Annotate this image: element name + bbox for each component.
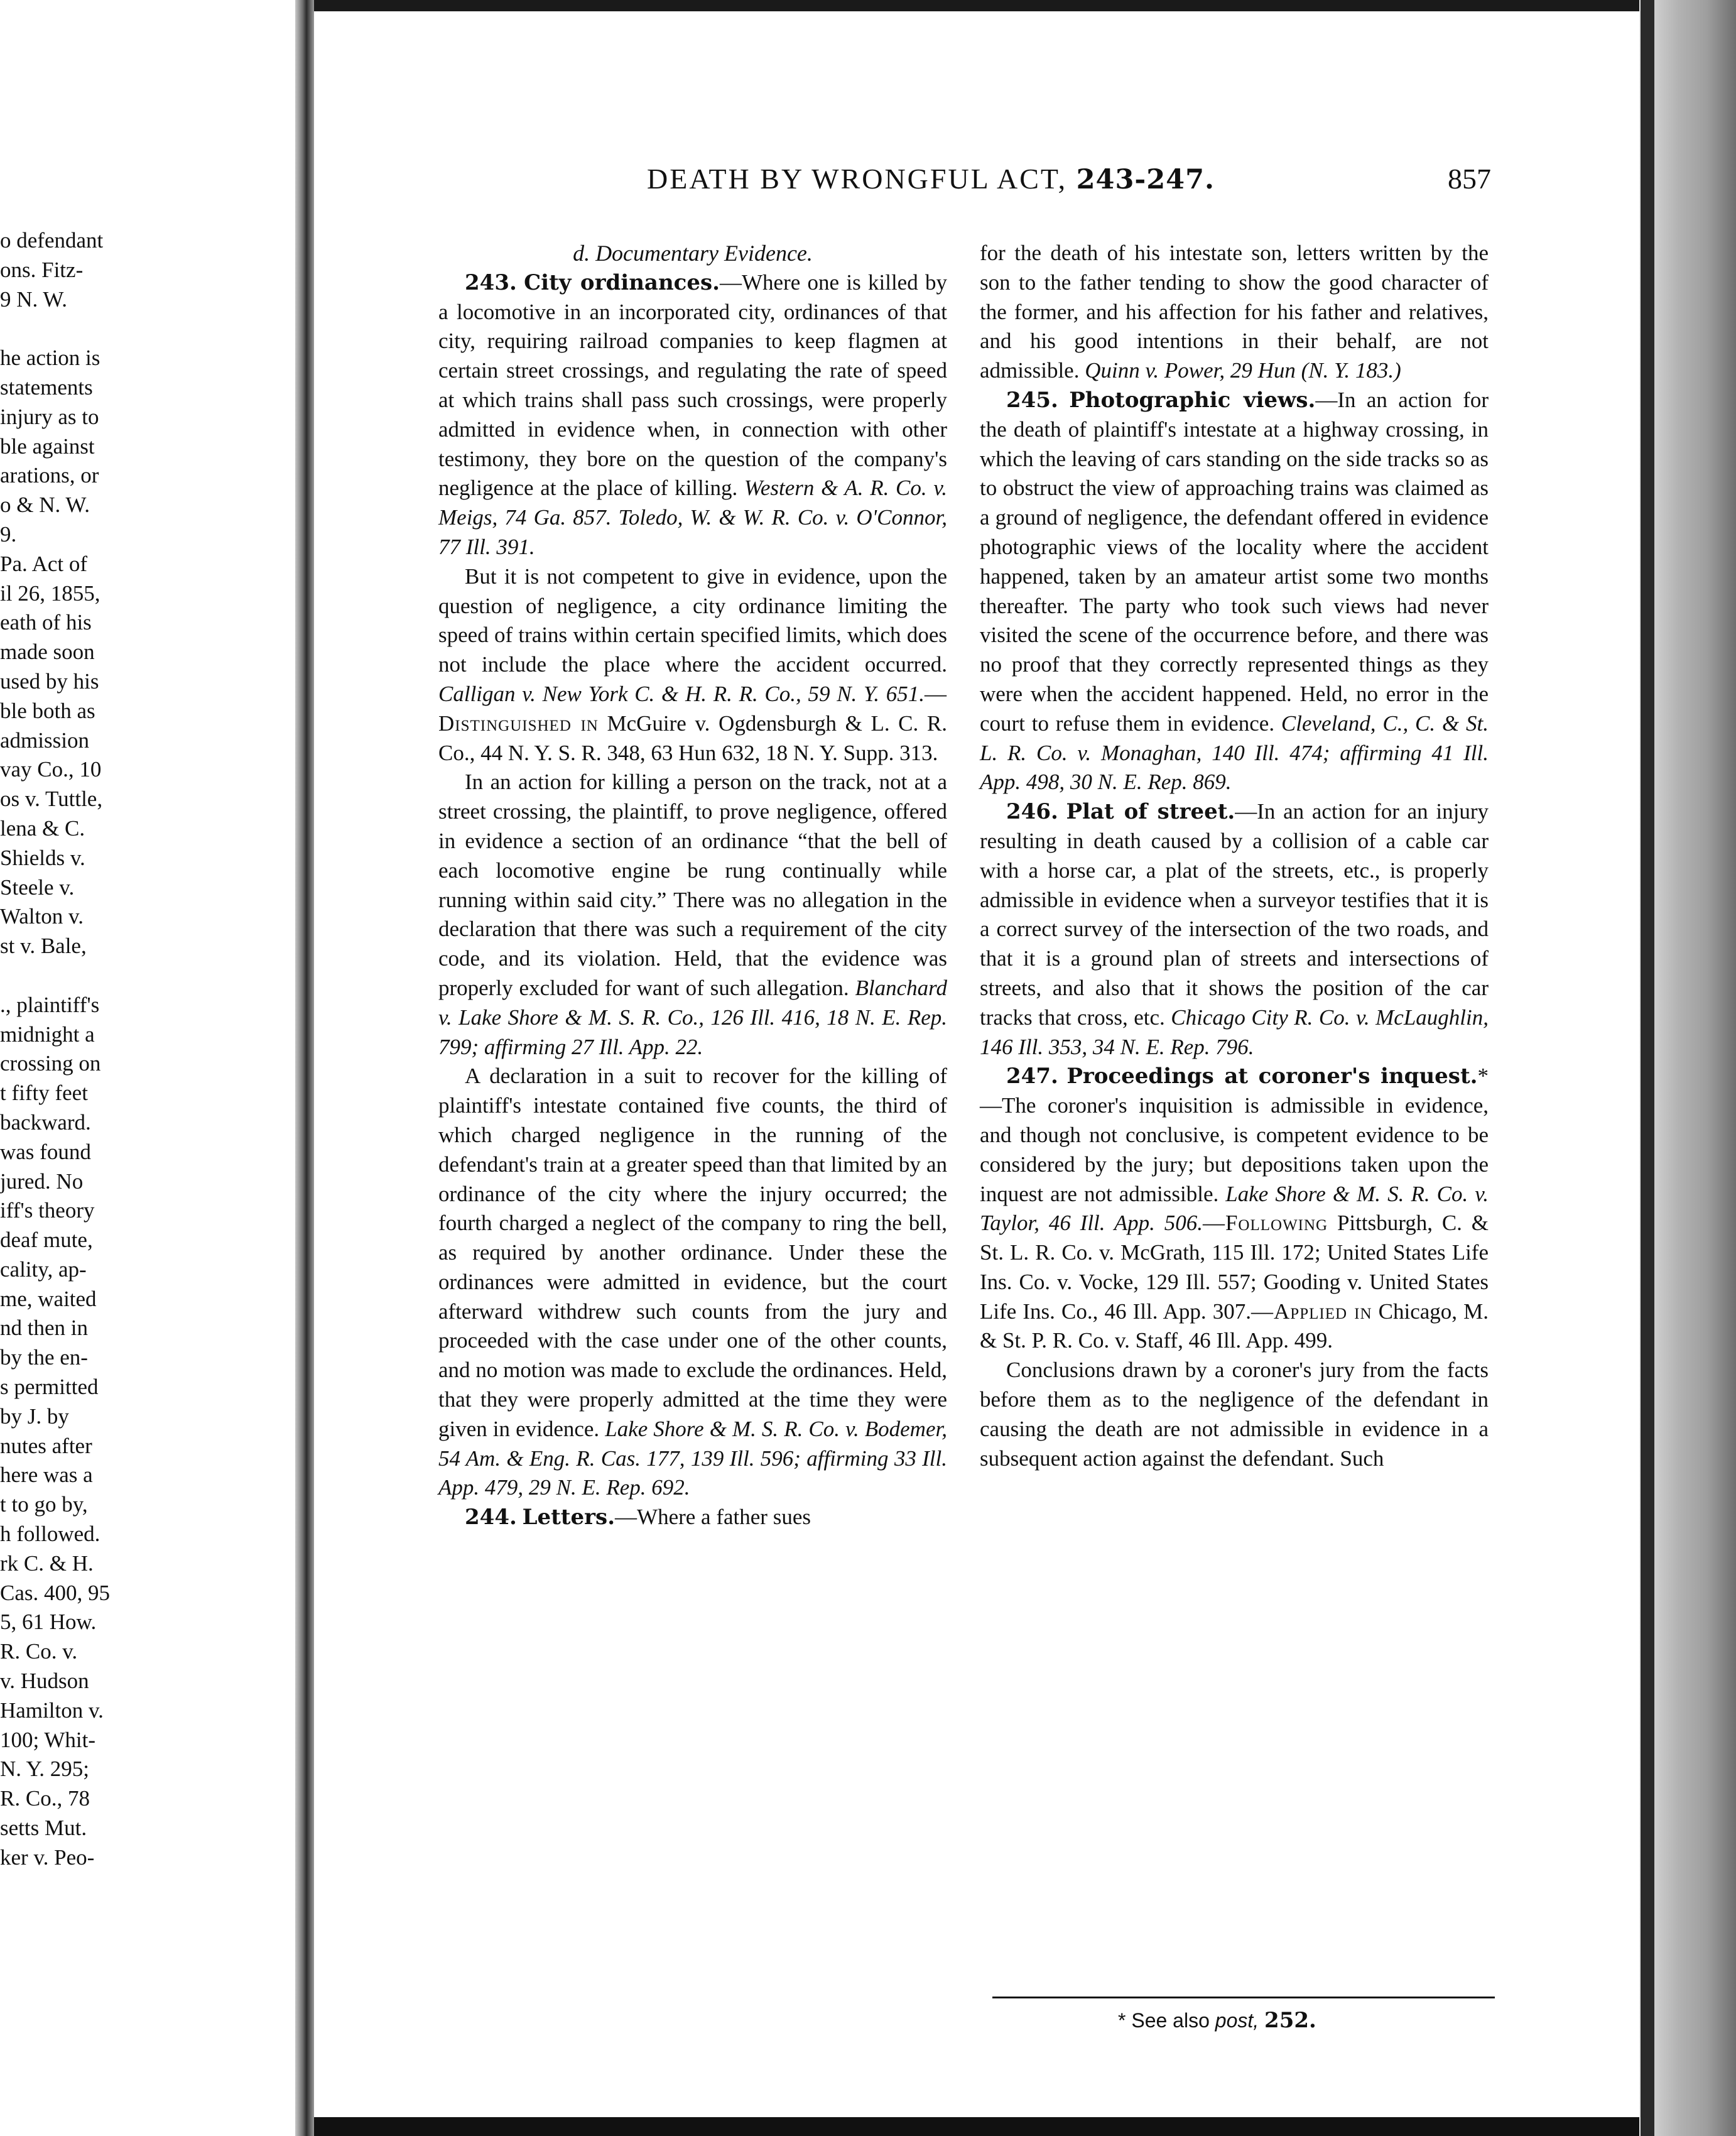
- section-247-text: *—The coroner's inquisition is admissible in evidence, and though not conclusive, is competent evidence to be considered by the jury; but depositions taken upon the inquest are not admissible.: [980, 1064, 1489, 1206]
- section-245-title: Photographic views.: [1069, 387, 1316, 413]
- subheading: d. Documentary Evidence.: [573, 241, 813, 266]
- footnote: [1118, 2008, 1316, 2033]
- text-column-left: [438, 239, 947, 1532]
- section-247-number: 247.: [1006, 1064, 1058, 1089]
- left-fragment-line: setts Mut.: [0, 1816, 87, 1841]
- left-fragment-gap: [0, 961, 135, 991]
- left-fragment-line: t fifty feet: [0, 1081, 88, 1106]
- paragraph-243-c: [438, 768, 947, 1062]
- left-fragment-line: cality, ap-: [0, 1256, 87, 1282]
- page-number: 857: [1448, 163, 1491, 195]
- left-fragment-line: Pa. Act of: [0, 551, 88, 576]
- section-244-text-continued: for the death of his intestate son, letters written by the son to the father tending to show the good character of the former, and his affection for his father and relatives, and his good intentions in their behalf, are not admissible.: [980, 241, 1489, 383]
- following-citation: Pittsburgh, C. & St. L. R. Co. v. McGrath, 115 Ill. 172; United States Life Ins. Co. v. Vocke, 129 Ill. 557; Gooding v. United States Life Ins. Co., 46 Ill. App. 307.: [980, 1211, 1489, 1324]
- left-fragment-line: t to go by,: [0, 1492, 88, 1517]
- section-245-text: —In an action for the death of plaintiff's intestate at a highway crossing, in which the leaving of cars standing on the side tracks so as to obstruct the view of approaching trains was claimed as a ground of negligence, the defendant offered in evidence photographic views of the locality where the accident happened, taken by an amateur artist some two months thereafter. The party who took such views had never visited the scene of the occurrence before, and there was no proof that they correctly represented things as they were when the accident happened. Held, no error in the court to refuse them in evidence.: [980, 387, 1489, 736]
- section-243-text: —Where one is killed by a locomotive in an incorporated city, ordinances of that city, requiring railroad companies to keep flagmen at certain street crossings, and regulating the rate of speed at which trains shall pass such crossings, were properly admitted in evidence when, in connection with other testimony, they bore on the question of the company's negligence at the place of killing.: [438, 270, 948, 501]
- footnote-prefix: * See also: [1118, 2009, 1210, 2032]
- section-245-citation: Cleveland, C., C. & St. L. R. Co. v. Monaghan, 140 Ill. 474; affirming 41 Ill. App. 498, 30 N. E. Rep. 869.: [980, 711, 1489, 795]
- left-fragment-line: R. Co. v.: [0, 1639, 78, 1664]
- left-fragment-line: jured. No: [0, 1169, 84, 1194]
- scan-top-edge: [314, 0, 1639, 11]
- section-243-citation: Western & A. R. Co. v. Meigs, 74 Ga. 857. Toledo, W. & W. R. Co. v. O'Connor, 77 Ill. 391.: [438, 476, 948, 559]
- page-gutter: [295, 0, 314, 2136]
- left-fragment-line: deaf mute,: [0, 1228, 93, 1253]
- paragraph-243-c-text: In an action for killing a person on the track, not at a street crossing, the plaintiff, to prove negligence, offered in evidence a section of an ordinance “that the bell of each locomotive engine be rung continually while running within said city.” There was no allegation in the declaration that there was such a requirement of the city code, and its violation. Held, that the evidence was properly excluded for want of such allegation.: [438, 770, 947, 1000]
- left-fragment-line: st v. Bale,: [0, 934, 87, 959]
- section-247: [980, 1062, 1489, 1356]
- section-245-number: 245.: [1006, 387, 1058, 413]
- paragraph-243-b-text: But it is not competent to give in evidence, upon the question of negligence, a city ordinance limiting the speed of trains within certain specified limits, which does not include the place where the accident occurred.: [438, 564, 947, 677]
- paragraph-243-b: [438, 562, 947, 768]
- footnote-rule: [992, 1997, 1495, 1998]
- left-fragment-line: Hamilton v.: [0, 1697, 104, 1723]
- section-246: [980, 797, 1489, 1062]
- left-fragment-line: vay Co., 10: [0, 757, 102, 782]
- left-fragment-line: Cas. 400, 95: [0, 1580, 110, 1605]
- section-244-text-start: —Where a father sues: [615, 1505, 811, 1530]
- paragraph-243-d-text: A declaration in a suit to recover for the killing of plaintiff's intestate contained five counts, the third of which charged negligence in the running of the defendant's train at a greater speed than that limited by an ordinance of the city where the injury occurred; the fourth charged a neglect of the company to ring the bell, as required by another ordinance. Under these the ordinances were admitted in evidence, but the court afterward withdrew such counts from the jury and proceeded with the case under one of the other counts, and no motion was made to exclude the ordinances. Held, that they were properly admitted at the time they were given in evidence.: [438, 1064, 947, 1441]
- left-fragment-line: o defendant: [0, 228, 104, 253]
- section-247-title: Proceedings at coroner's inquest.: [1066, 1064, 1478, 1089]
- applied-in-label: —Applied in: [1251, 1299, 1372, 1324]
- left-fragment-line: me, waited: [0, 1286, 97, 1311]
- paragraph-243-d: [438, 1062, 947, 1503]
- section-243-title: City ordinances.: [524, 270, 720, 295]
- left-fragment-line: os v. Tuttle,: [0, 787, 103, 812]
- left-fragment-line: 9 N. W.: [0, 286, 67, 312]
- left-fragment-line: Walton v.: [0, 904, 84, 929]
- left-fragment-line: used by his: [0, 668, 99, 694]
- left-fragment-line: N. Y. 295;: [0, 1757, 89, 1782]
- paragraph-243-c-citation: Blanchard v. Lake Shore & M. S. R. Co., 126 Ill. 416, 18 N. E. Rep. 799; affirming 27 Ill. App. 22.: [438, 975, 947, 1059]
- left-fragment-gap: [0, 314, 135, 344]
- left-fragment-line: he action is: [0, 346, 100, 371]
- left-page-fragment: [0, 226, 135, 1897]
- left-fragment-line: ., plaintiff's: [0, 992, 100, 1017]
- left-fragment-line: crossing on: [0, 1051, 101, 1076]
- left-fragment-line: made soon: [0, 640, 95, 665]
- section-244: [438, 1503, 947, 1532]
- left-fragment-line: rk C. & H.: [0, 1550, 94, 1576]
- section-244-continued: [980, 239, 1489, 386]
- left-fragment-line: 100; Whit-: [0, 1727, 95, 1752]
- left-fragment-line: ons. Fitz-: [0, 257, 84, 282]
- following-label: —Following: [1202, 1211, 1328, 1236]
- left-fragment-line: ble both as: [0, 698, 95, 723]
- applied-in-citation: Chicago, M. & St. P. R. Co. v. Staff, 46 Ill. App. 499.: [980, 1299, 1489, 1353]
- section-247-citation: Lake Shore & M. S. R. Co. v. Taylor, 46 Ill. App. 506.: [980, 1181, 1489, 1236]
- left-fragment-line: eath of his: [0, 610, 92, 635]
- section-244-title: Letters.: [522, 1505, 616, 1530]
- left-fragment-line: by the en-: [0, 1345, 88, 1370]
- left-fragment-line: nd then in: [0, 1316, 88, 1341]
- section-246-text: —In an action for an injury resulting in death caused by a collision of a cable car with a horse car, a plat of the streets, etc., is properly admissible in evidence when a surveyor testifies that it is a correct survey of the intersection of the two roads, and that it is a ground plan of streets and intersections of streets, and also that it shows the position of the car tracks that cross, etc.: [980, 799, 1489, 1030]
- paragraph-243-b-citation: Calligan v. New York C. & H. R. R. Co., 59 N. Y. 651.: [438, 681, 925, 706]
- left-fragment-line: 9.: [0, 521, 17, 547]
- left-fragment-line: ble against: [0, 433, 95, 459]
- left-fragment-line: h followed.: [0, 1522, 100, 1547]
- distinguished-in-citation: McGuire v. Ogdensburgh & L. C. R. Co., 44 N. Y. S. R. 348, 63 Hun 632, 18 N. Y. Supp. 313.: [438, 711, 947, 765]
- paragraph-247-b: Conclusions drawn by a coroner's jury from the facts before them as to the negligence of the defendant in causing the death are not admissible in evidence in a subsequent action against the defendant. Such: [980, 1358, 1489, 1471]
- left-fragment-line: 5, 61 How.: [0, 1610, 97, 1635]
- left-fragment-line: Shields v.: [0, 845, 85, 870]
- left-fragment-line: admission: [0, 727, 89, 753]
- left-fragment-line: R. Co., 78: [0, 1786, 90, 1811]
- left-fragment-line: arations, or: [0, 463, 99, 488]
- paragraph-243-d-citation: Lake Shore & M. S. R. Co. v. Bodemer, 54 Am. & Eng. R. Cas. 177, 139 Ill. 596; affirming 33 Ill. App. 479, 29 N. E. Rep. 692.: [438, 1416, 947, 1500]
- running-head-title: DEATH BY WRONGFUL ACT,: [647, 163, 1068, 195]
- section-243: [438, 268, 947, 562]
- running-head-sections: 243-247.: [1076, 164, 1215, 195]
- left-fragment-line: iff's theory: [0, 1198, 95, 1223]
- left-fragment-line: Steele v.: [0, 875, 75, 900]
- section-246-citation: Chicago City R. Co. v. McLaughlin, 146 Ill. 353, 34 N. E. Rep. 796.: [980, 1005, 1489, 1059]
- section-246-title: Plat of street.: [1066, 799, 1235, 825]
- left-fragment-line: nutes after: [0, 1433, 92, 1458]
- section-246-number: 246.: [1006, 799, 1058, 825]
- left-fragment-line: injury as to: [0, 404, 99, 429]
- left-fragment-line: by J. by: [0, 1403, 69, 1429]
- left-fragment-line: ker v. Peo-: [0, 1844, 95, 1870]
- left-fragment-line: s permitted: [0, 1375, 99, 1400]
- page-binding-edge: [1641, 0, 1654, 2136]
- footnote-ref: 252.: [1264, 2008, 1316, 2033]
- left-fragment-line: v. Hudson: [0, 1669, 89, 1694]
- left-fragment-line: o & N. W.: [0, 493, 90, 518]
- section-244-citation: Quinn v. Power, 29 Hun (N. Y. 183.): [1079, 358, 1401, 383]
- scan-bottom-edge: [314, 2117, 1639, 2136]
- left-fragment-line: il 26, 1855,: [0, 580, 100, 606]
- left-fragment-line: was found: [0, 1139, 91, 1164]
- left-fragment-line: midnight a: [0, 1022, 95, 1047]
- running-head: [647, 162, 1215, 195]
- left-fragment-line: lena & C.: [0, 815, 85, 841]
- left-fragment-line: backward.: [0, 1109, 91, 1135]
- section-244-number: 244.: [465, 1505, 517, 1530]
- left-fragment-line: statements: [0, 374, 93, 400]
- distinguished-in-label: —Distinguished in: [438, 681, 947, 736]
- left-fragment-line: here was a: [0, 1463, 93, 1488]
- section-245: [980, 386, 1489, 797]
- footnote-post: post,: [1215, 2009, 1259, 2032]
- text-column-right: [980, 239, 1489, 1473]
- section-243-number: 243.: [465, 270, 517, 295]
